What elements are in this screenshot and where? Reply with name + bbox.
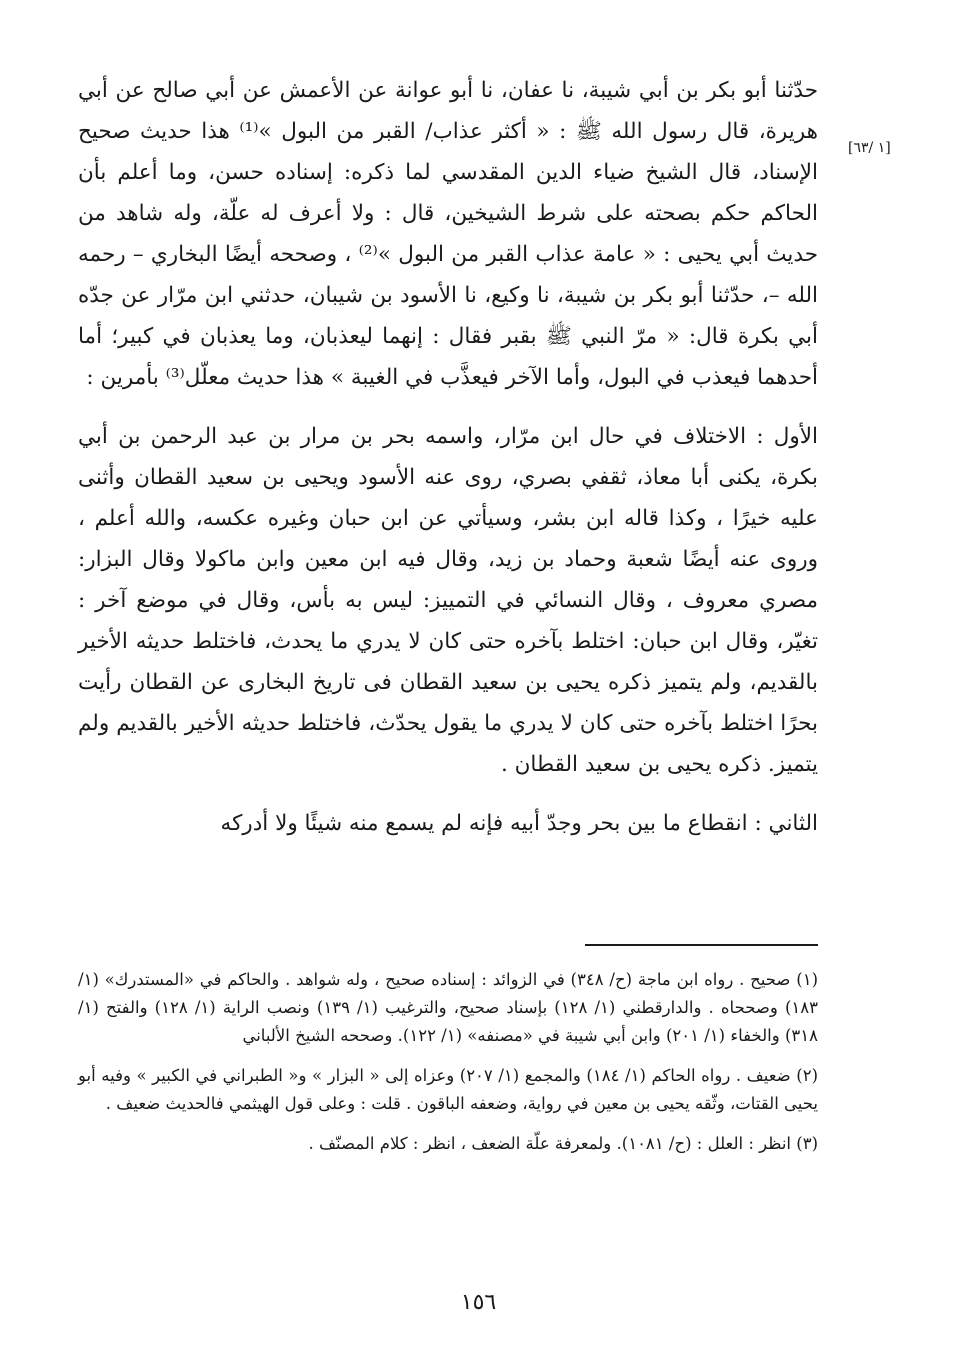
paragraph-first-reason: الأول : الاختلاف في حال ابن مرّار، واسمه بحر بن مرار بن عبد الرحمن بن أبي بكرة، يكنى أبا معاذ، ثقفي بصري، روى عنه الأسود ويحيى بن سعيد القطان وأثنى عليه خيرًا ، وكذا قاله ابن بشر، وسيأتي عن ابن حبان وغيره عكسه، والله أعلم ، وروى عنه أيضًا شعبة وحماد بن زيد، وقال فيه ابن معين وابن ماكولا وقال البزار: مصري معروف ، وقال النسائي في التمييز: ليس به بأس، وقال في موضع آخر : تغيّر، وقال ابن حبان: اختلط بآخره حتى كان لا يدري ما يحدث، فاختلط حديثه الأخير بالقديم، ولم يتميز ذكره يحيى بن سعيد القطان فى تاريخ البخارى عن القطان رأيت بحرًا اختلط بآخره حتى كان لا يدري ما يقول يحدّث، فاختلط حديثه الأخير بالقديم ولم يتميز. ذكره يحيى بن سعيد القطان . [78,424,818,777]
page-number: ١٥٦ [460,1290,497,1315]
main-text [78,70,818,844]
margin-reference: [١ /٦٣] [848,140,891,156]
footnote-3: (٣) انظر : العلل : (ح/ ١٠٨١). ولمعرفة علّة الضعف ، انظر : كلام المصنّف . [308,1134,818,1153]
paragraph-hadith: حدّثنا أبو بكر بن أبي شيبة، نا عفان، نا أبو عوانة عن الأعمش عن أبي صالح عن أبي هريرة، قال رسول الله ﷺ : « أكثر عذاب/ القبر من البول »⁽¹⁾ هذا حديث صحيح الإسناد، قال الشيخ ضياء الدين المقدسي لما ذكره: إسناده حسن، وما أعلم بأن الحاكم حكم بصحته على شرط الشيخين، قال : ولا أعرف له علّة، وله شاهد من حديث أبي يحيى : « عامة عذاب القبر من البول »⁽²⁾ ، وصححه أيضًا البخاري – رحمه الله –، حدّثنا أبو بكر بن شيبة، نا وكيع، نا الأسود بن شيبان، حدثني ابن مرّار عن جدّه أبي بكرة قال: « مرّ النبي ﷺ بقبر فقال : إنهما ليعذبان، وما يعذبان في كبير؛ أما أحدهما فيعذب في البول، وأما الآخر فيعذَّب في الغيبة » هذا حديث معلّل⁽³⁾ بأمرين : [78,78,818,390]
footnote-separator [585,944,818,946]
footnotes [78,966,818,1170]
footnote-2: (٢) ضعيف . رواه الحاكم (١/ ١٨٤) والمجمع (١/ ٢٠٧) وعزاه إلى « البزار » و« الطبراني في الكبير » وفيه أبو يحيى القتات، وثّقه يحيى بن معين في رواية، وضعفه الباقون . قلت : وعلى قول الهيثمي فالحديث ضعيف . [78,1066,818,1113]
footnote-1: (١) صحيح . رواه ابن ماجة (ح/ ٣٤٨) في الزوائد : إسناده صحيح ، وله شواهد . والحاكم في «المستدرك» (١/ ١٨٣) وصححاه . والدارقطني (١/ ١٢٨) بإسناد صحيح، والترغيب (١/ ١٣٩) ونصب الراية (١/ ١٢٨) والفتح (١/ ٣١٨) والخفاء (١/ ٢٠١) وابن أبي شيبة في «مصنفه» (١/ ١٢٢). وصححه الشيخ الألباني [78,970,819,1045]
paragraph-second-reason: الثاني : انقطاع ما بين بحر وجدّ أبيه فإنه لم يسمع منه شيئًا ولا أدركه [220,811,818,836]
